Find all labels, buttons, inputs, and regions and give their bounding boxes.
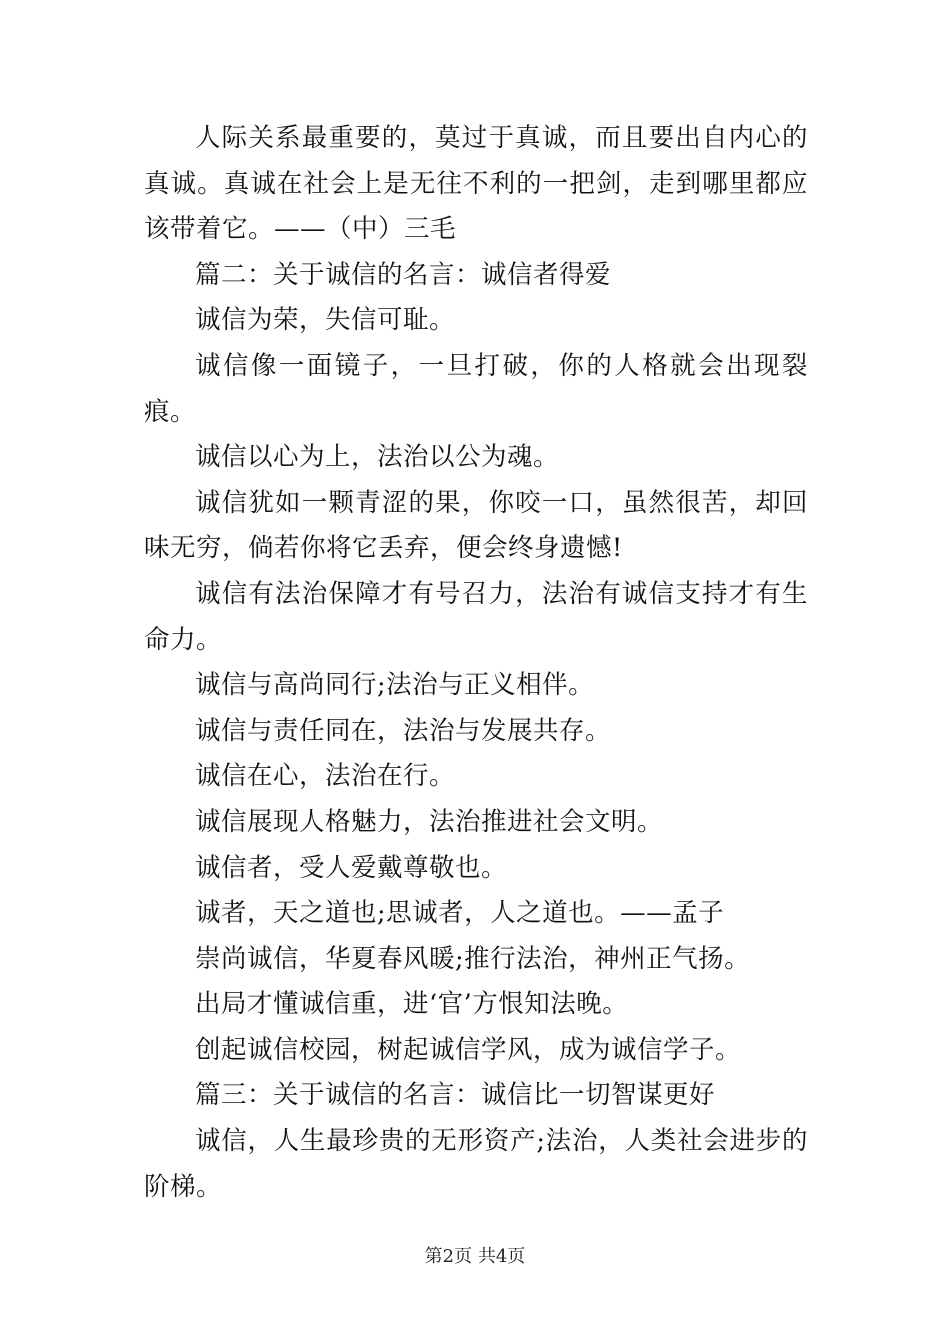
paragraph: 诚信有法治保障才有号召力，法治有诚信支持才有生命力。 <box>144 578 808 655</box>
paragraph: 诚信为荣，失信可耻。 <box>195 305 456 336</box>
paragraph: 诚信以心为上，法治以公为魂。 <box>195 442 560 473</box>
section-heading: 篇二：关于诚信的名言：诚信者得爱 <box>195 259 612 290</box>
paragraph: 诚信在心，法治在行。 <box>195 761 456 792</box>
paragraph: 诚信像一面镜子，一旦打破，你的人格就会出现裂痕。 <box>144 350 808 427</box>
paragraph: 出局才懂诚信重，进‘官’方恨知法晚。 <box>195 989 629 1020</box>
section-heading: 篇三：关于诚信的名言：诚信比一切智谋更好 <box>195 1080 716 1111</box>
paragraph: 诚信者，受人爱戴尊敬也。 <box>195 852 508 883</box>
page-number: 第2页 共4页 <box>424 1246 526 1267</box>
paragraph: 创起诚信校园，树起诚信学风，成为诚信学子。 <box>195 1034 742 1065</box>
paragraph: 诚信，人生最珍贵的无形资产;法治，人类社会进步的阶梯。 <box>144 1126 808 1202</box>
paragraph: 诚者，天之道也;思诚者，人之道也。——孟子 <box>195 898 725 929</box>
paragraph: 诚信展现人格魅力，法治推进社会文明。 <box>195 806 664 837</box>
paragraph: 诚信犹如一颗青涩的果，你咬一口，虽然很苦，却回味无穷，倘若你将它丢弃，便会终身遗憾! <box>144 487 808 564</box>
paragraph: 诚信与责任同在，法治与发展共存。 <box>195 715 612 746</box>
paragraph: 崇尚诚信，华夏春风暖;推行法治，神州正气扬。 <box>195 943 751 974</box>
paragraph: 诚信与高尚同行;法治与正义相伴。 <box>195 670 595 701</box>
document-body <box>144 116 808 1210</box>
paragraph: 人际关系最重要的，莫过于真诚，而且要出自内心的真诚。真诚在社会上是无往不利的一把剑，走到哪里都应该带着它。——（中）三毛 <box>144 123 808 245</box>
